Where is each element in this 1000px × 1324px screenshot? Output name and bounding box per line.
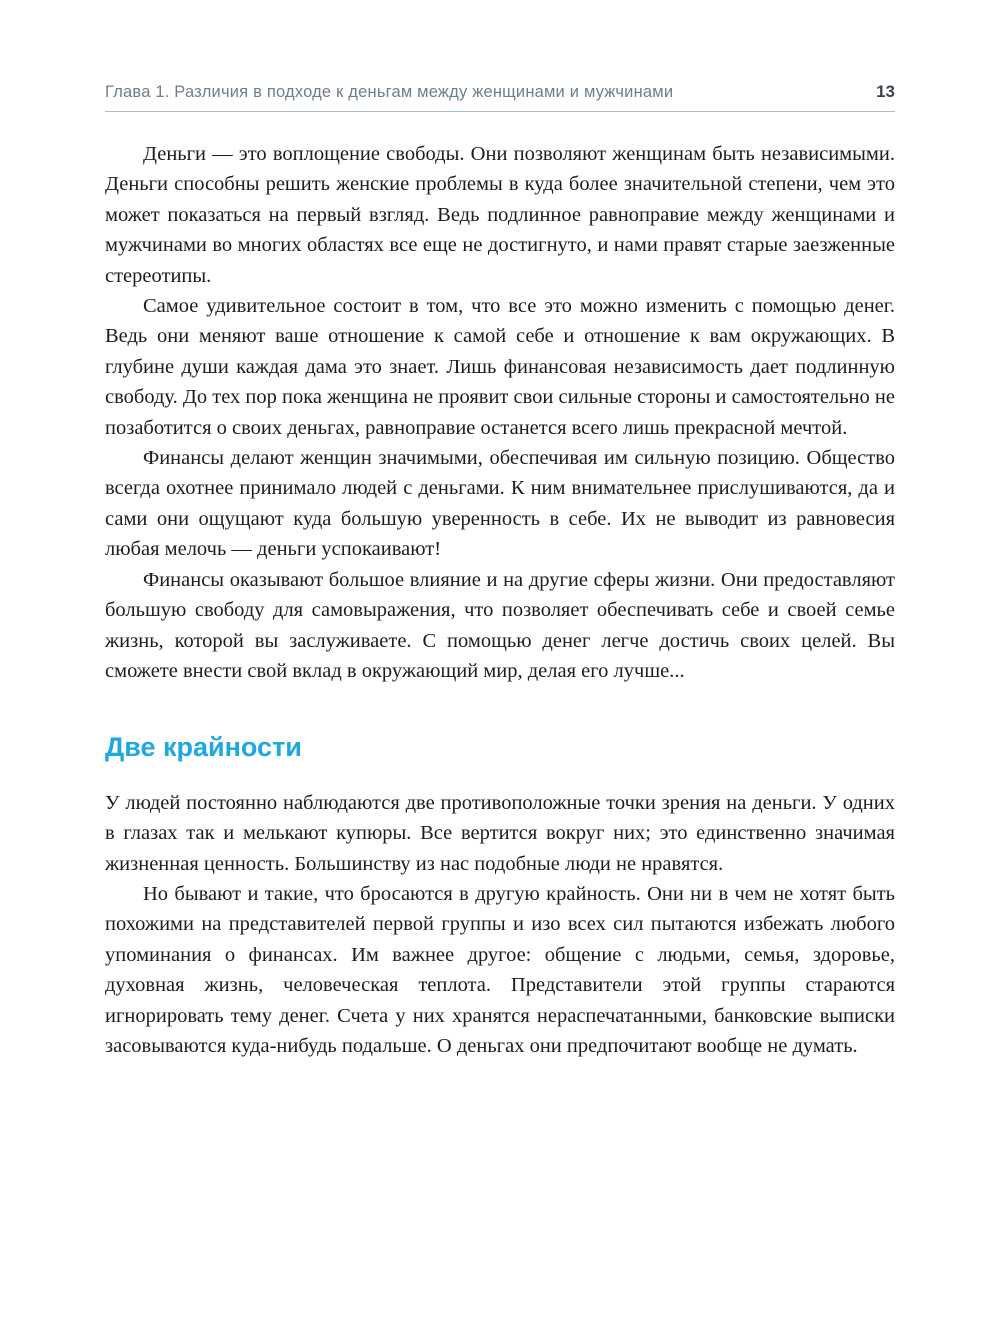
- paragraph: Финансы делают женщин значимыми, обеспечивая им сильную позицию. Общество всегда охотнее принимало людей с деньгами. К ним внимательнее прислушиваются, да и сами они ощущают куда большую уверенность в себе. Их не выводит из равновесия любая мелочь — деньги успокаивают!: [105, 447, 895, 561]
- page-body: [105, 139, 895, 1061]
- chapter-title: Глава 1. Различия в подходе к деньгам между женщинами и мужчинами: [105, 83, 674, 101]
- section-heading: Две крайности: [105, 732, 302, 763]
- paragraph: Деньги — это воплощение свободы. Они позволяют женщинам быть независимыми. Деньги способны решить женские проблемы в куда более значительной степени, чем это может показаться на первый взгляд. Ведь подлинное равноправие между женщинами и мужчинами во многих областях все еще не достигнуто, и нами правят старые заезженные стереотипы.: [105, 143, 895, 287]
- page-number: 13: [876, 82, 895, 101]
- paragraph: У людей постоянно наблюдаются две противоположные точки зрения на деньги. У одних в глазах так и мелькают купюры. Все вертится вокруг них; это единственно значимая жизненная ценность. Большинству из нас подобные люди не нравятся.: [105, 791, 895, 875]
- running-header: [105, 82, 895, 112]
- paragraph: Но бывают и такие, что бросаются в другую крайность. Они ни в чем не хотят быть похожими на представителей первой группы и изо всех сил пытаются избежать любого упоминания о финансах. Им важнее другое: общение с людьми, семья, здоровье, духовная жизнь, человеческая теплота. Представители этой группы стараются игнорировать тему денег. Счета у них хранятся нераспечатанными, банковские выписки засовываются куда-нибудь подальше. О деньгах они предпочитают вообще не думать.: [105, 882, 895, 1057]
- paragraph: Финансы оказывают большое влияние и на другие сферы жизни. Они предоставляют большую свободу для самовыражения, что позволяет обеспечивать себе и своей семье жизнь, которой вы заслуживаете. С помощью денег легче достичь своих целей. Вы сможете внести свой вклад в окружающий мир, делая его лучше...: [105, 568, 895, 682]
- paragraph: Самое удивительное состоит в том, что все это можно изменить с помощью денег. Ведь они меняют ваше отношение к самой себе и отношение к вам окружающих. В глубине души каждая дама это знает. Лишь финансовая независимость дает подлинную свободу. До тех пор пока женщина не проявит свои сильные стороны и самостоятельно не позаботится о своих деньгах, равноправие останется всего лишь прекрасной мечтой.: [105, 295, 895, 439]
